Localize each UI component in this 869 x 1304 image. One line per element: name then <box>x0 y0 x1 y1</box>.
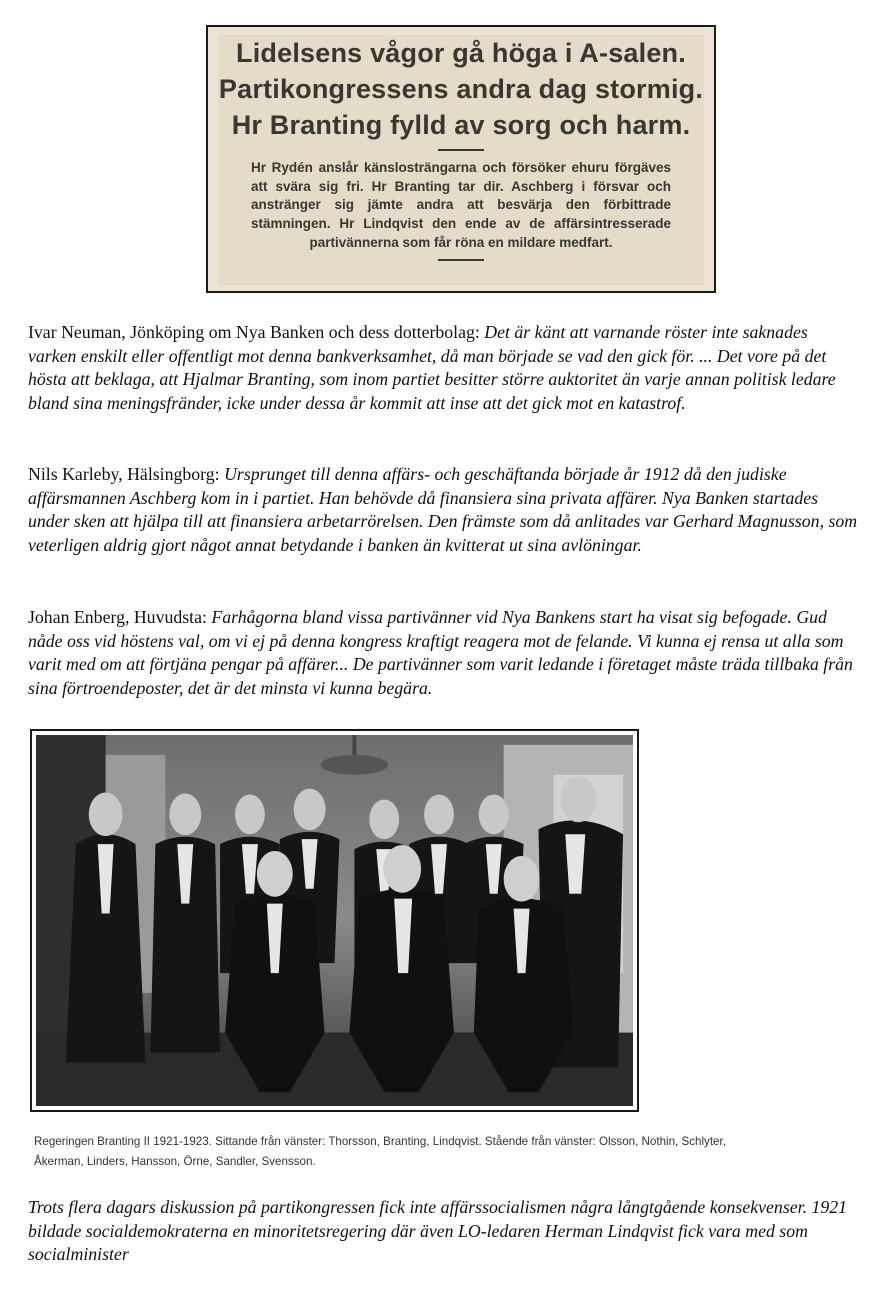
clipping-headline-line-2: Partikongressens andra dag stormig. <box>218 74 704 104</box>
quote-speaker: Ivar Neuman, Jönköping om Nya Banken och dess dotterbolag: <box>28 322 485 342</box>
clipping-end-rule <box>438 259 484 261</box>
group-photo-illustration <box>36 735 633 1106</box>
clipping-body <box>218 35 704 285</box>
newspaper-clipping <box>206 25 716 293</box>
clipping-headline-line-1: Lidelsens vågor gå höga i A-salen. <box>236 38 686 68</box>
government-group-photo <box>30 729 639 1112</box>
quote-enberg <box>28 606 858 700</box>
clipping-summary: Hr Rydén anslår känslosträngarna och försöker ehuru förgäves att svära sig fri. Hr Branting tar dir. Aschberg i försvar och anstränger sig jämte andra att besvärja den förbittrade stämningen. Hr Lindqvist den ende av de affärsintresserade partivännerna som får röna en mildare medfart. <box>251 160 671 250</box>
quote-speaker: Johan Enberg, Huvudsta: <box>28 607 212 627</box>
closing-paragraph: Trots flera dagars diskussion på partikongressen fick inte affärssocialismen några långtgående konsekvenser. 1921 bildade socialdemokraterna en minoritetsregering där även LO-ledaren Herman Lindqvist fick vara med som socialminister <box>28 1197 848 1265</box>
quote-neuman <box>28 321 858 415</box>
quote-text: Ursprunget till denna affärs- och geschäftanda började år 1912 då den judiske affärsmannen Aschberg kom in i partiet. Han behövde då finansiera sina privata affärer. Nya Banken startades under sken att hjälpa till att finansiera arbetarrörelsen. Den främste som då anlitades var Gerhard Magnusson, som veterligen aldrig gjort något annat betydande i banken än kvitterat ut sina avlöningar. <box>28 464 858 555</box>
clipping-headline-line-3: Hr Branting fylld av sorg och harm. <box>231 110 691 140</box>
photo-caption: Regeringen Branting II 1921-1923. Sittande från vänster: Thorsson, Branting, Lindqvist. Stående från vänster: Olsson, Nothin, Schlyter, Åkerman, Linders, Hansson, Örne, Sandler, Svensson. <box>34 1135 726 1168</box>
clipping-divider <box>438 149 484 151</box>
quote-text: Farhågorna bland vissa partivänner vid Nya Bankens start ha visat sig befogade. Gud nåde oss vid höstens val, om vi ej på denna kongress kraftigt reagera mot de felande. Vi kunna ej rensa ut alla som varit med om att förtjäna pengar på affärer... De partivänner som varit ledande i företaget måste träda tillbaka från sina förtroendeposter, det är det minsta vi kunna begära. <box>28 607 853 698</box>
quote-text: Det är känt att varnande röster inte saknades varken enskilt eller offentligt mot denna bankverksamhet, då man började se vad den gick för. ... Det vore på det hösta att beklaga, att Hjalmar Branting, som inom partiet besitter större auktoritet än varje annan politisk ledare bland sina meningsfränder, icke under dessa år kommit att inse att det gick mot en katastrof. <box>28 322 836 413</box>
quote-speaker: Nils Karleby, Hälsingborg: <box>28 464 225 484</box>
quote-karleby <box>28 463 858 557</box>
